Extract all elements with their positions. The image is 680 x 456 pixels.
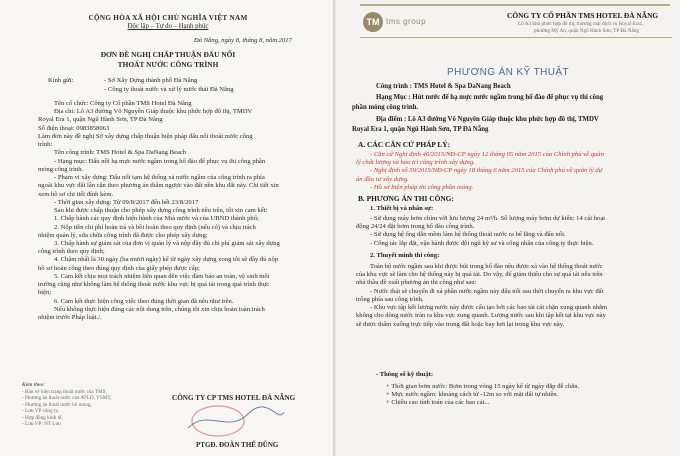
body-line: Tên cổ chức: Công ty Cổ phần TMS Hotel Đà Nẵng [54,100,192,107]
attachment-item: - Lưu VP công ty, [22,408,59,415]
body-line: công trình theo quy định; [38,248,105,256]
body-line: - Phạm vi xây dựng: Đấu nối tạm hệ thống xả nước ngầm của công trình ra phía [54,174,265,182]
item-line-2: phần móng công trình. [352,104,419,111]
body-line: Số điện thoại: 0983858063 [38,124,110,132]
body-text [38,100,334,322]
tms-logo-icon: TM [363,12,383,32]
location-line-1: Địa điểm : Lô A3 đường Võ Nguyên Giáp thuộc khu phức hợp đô thị, TMDV [376,116,599,123]
national-title: CỘNG HÒA XÃ HỘI CHỦ NGHĨA VIỆT NAM [88,14,248,22]
method-subheading: 2. Thuyết minh thi công: [370,252,440,259]
legal-line: án đầu tư xây dựng. [356,175,409,183]
specs-subheading: - Thông số kỹ thuật: [376,371,434,378]
equipment-line: - Sử dụng máy bơm chìm với lưu lượng 24 m³/h. Số lượng máy bơm dự kiến: 14 cái hoạt [370,215,606,222]
spec-line: + Mực nước ngầm: khoảng cách từ -12m so với mặt đất tự nhiên. [386,391,559,399]
attachment-item: - Phương án thoát nước của ATLD, VSMT, [22,395,112,402]
spec-line: + Thời gian bơm nước: Bơm trong vòng 15 ngày kể từ ngày đắp đê chắn. [386,383,580,390]
body-line: - Thời gian xây dựng: Từ 09/8/2017 đến hết 23/8/2017 [54,198,199,206]
body-line: 6. Cam kết thực hiện công việc theo đúng thời gian đã nêu như trên. [54,297,234,305]
specs-list [386,383,670,408]
legal-line: - Nghị định số 59/2015/NĐ-CP ngày 18 tháng 6 năm 2015 của Chính phủ về quản lý dự [370,167,603,175]
doc-title-line-2: THOÁT NƯỚC CÔNG TRÌNH [117,60,219,69]
attachment-item: - Lưu VP: NT Lưu [22,421,61,428]
recipient-2: - Công ty thoát nước và xử lý nước thải Đà Nẵng [104,86,234,93]
body-line: nhiệm quản lý, sửa chữa công trình đã được cho phép xây dựng; [38,231,208,239]
method-line: sẽ được thấm xuống trực tiếp vào trong đất hoặc bay hơi lại trong khu vực này. [356,320,565,328]
body-line: 2. Nộp tiền chi phí hoàn trả và bồi hoàn theo quy định (nếu có) và chịu trách [54,223,256,231]
spec-line: + Chiều cao tính toán của các bao cát... [386,399,490,407]
body-line: hiện; [38,289,52,297]
body-line: 1. Chấp hành các quy định hiện hành của Nhà nước và của UBND thành phố; [54,215,259,223]
body-line: xem hồ sơ chi tiết đính kèm. [38,190,114,198]
body-line: - Hạng mục: Đấu nối hạ mực nước ngầm trong hố đào để phục vụ thi công phần [54,157,266,165]
company-address-1: Lô A3 khu phức hợp đô thị, thương mại dịch vụ Royal Era1, [518,21,644,27]
method-line: - Nước thải sẽ chuyển đi xả phần nước ngầm này đấu nối sau thời chuyển ra khu vực đất [370,287,604,295]
method-list [356,263,670,329]
body-line: 5. Cam kết chịu mọi trách nhiệm liên quan đến việc đảm bảo an toàn, vệ sinh môi [54,272,270,280]
method-line: Toàn bộ nước ngầm sau khi được hút trong hố đào nêu được xả vào hệ thống thoát nước [370,263,603,270]
location-line-2: Royal Era 1, quận Ngũ Hành Sơn, TP Đà Nẵng [352,126,489,133]
signer-name: PTGĐ. ĐOÀN THẾ DŨNG [196,441,279,449]
equipment-line: - Sử dụng hệ ống dẫn mềm làm hệ thống thoát nước ra bể lắng và đấu nối. [370,231,566,239]
attachments-heading: Kèm theo: [22,382,46,388]
company-name: CÔNG TY CỔ PHẦN TMS HOTEL ĐÀ NẴNG [507,11,659,20]
legal-line: - Căn cứ Nghị định 46/2015/NĐ-CP ngày 12 tháng 05 năm 2015 của Chính phủ về quản [370,151,604,158]
recipient-1: - Sở Xây Dựng thành phố Đà Nẵng [104,77,198,84]
body-line: ngoài khu vực đất lân cận theo phương án thẩm ngược vào đất nền khu đất này. Chi tiết xin [38,182,279,190]
body-line: Địa chỉ: Lô A3 đường Võ Nguyên Giáp thuộc khu phức hợp đô thị, TMDV [54,108,253,116]
body-line: 3. Chấp hành sự giám sát của đơn vị quản lý và nộp đầy đủ chi phí giám sát xây dựng [54,239,280,247]
method-line: không cho dòng nước tràn ra khu vực xung quanh. Lượng nước sau khi tập kết tại khu vực này [356,312,606,320]
logo-text: tms group [386,17,427,26]
legal-basis-list [356,151,670,192]
body-line: Làm đơn này đề nghị Sở xây dựng chấp thuận biện pháp đấu nối thoát nước công [38,132,253,140]
body-line: Tên công trình: TMS Hotel & Spa DaNang Beach [54,149,187,157]
company-address-2: phường Mỹ An, quận Ngũ Hành Sơn, TP Đà Nẵng [534,28,639,34]
body-line: móng công trình. [38,165,84,173]
body-line: trường cũng như không làm hệ thống thoát nước khu vực bị quá tải trong quá trình thực [38,281,270,289]
equipment-subheading: 1. Thiết bị và nhân sự: [370,205,434,212]
method-line: - Khu vực tập kết lượng nước này được cấu tạo bởi các bao tải cát chặn xung quanh nhằm [370,304,608,312]
equipment-list [356,215,670,248]
doc-title-line-1: ĐƠN ĐỀ NGHỊ CHẤP THUẬN ĐẤU NỐI [100,50,236,59]
header-rule-top [360,4,670,6]
legal-line: - Hồ sơ biện pháp thi công phần móng. [370,183,474,191]
body-line: Royal Era 1, quận Ngũ Hành Sơn, TP Đà Nẵng [38,116,163,124]
body-line: Sau khi được chấp thuận cho phép xây dựng công trình nêu trên, tôi xin cam kết: [54,207,268,215]
project-line: Công trình : TMS Hotel & Spa DaNang Beach [376,83,511,90]
body-line: Nếu không thực hiện đúng các nội dung trên, chúng tôi xin chịu hoàn toàn trách [54,305,265,313]
body-line: nhiệm trước Pháp luật./. [38,314,102,322]
method-line: của khu vực sẽ làm cho hệ thống này bị quá tải. Do vậy, để giảm thiểu cho sự quá tải nêu trên [356,271,603,279]
kinh-gui-label: Kính gửi: [48,77,74,84]
equipment-line: - Công tác lắp đặt, vận hành được đội ngũ kỹ sư và công nhân của công ty thực hiện. [370,239,594,247]
motto: Độc lập – Tự do – Hạnh phúc [127,23,209,30]
section-b-heading: B. PHƯƠNG ÁN THI CÔNG: [358,194,454,203]
item-line-1: Hạng Mục : Hút nước để hạ mực nước ngầm trong hố đào để phục vụ thi công [376,94,604,101]
section-a-heading: A. CÁC CĂN CỨ PHÁP LÝ: [358,140,451,149]
left-document-page [0,0,336,456]
attachment-item: - Hợp đồng kinh tế, [22,414,63,421]
company-signature-title: CÔNG TY CP TMS HOTEL ĐÀ NẴNG [172,394,296,402]
header-rule [360,37,672,38]
attachments-list [22,382,152,428]
legal-line: lý chất lượng và bảo trì công trình xây dựng. [356,159,475,167]
method-line: nhà thầu đề xuất phương án thi công như sau: [356,279,477,287]
method-line: trống phía sau công trình. [356,295,424,303]
body-line: hồ sơ hoàn công theo đúng quy định của giấy phép được cấp; [38,264,200,272]
body-line: trình: [38,141,53,149]
plan-title: PHƯƠNG ÁN KỸ THUẬT [447,67,569,78]
attachment-item: - Bản vẽ hiện trạng thoát nước của TMS, [22,388,107,395]
attachment-item: - Phương án thoát nước hố móng, [22,401,92,408]
date-line: Đà Nẵng, ngày 8, tháng 8, năm 2017 [194,37,292,44]
body-line: 4. Chậm nhất là 30 ngày (ba mươi ngày) kể từ ngày xây dựng xong tôi sẽ đầy đủ nộp [54,256,279,264]
signature-stamp [178,404,288,438]
equipment-line: động 24/24 đặt bơm trong hố đào công trình. [356,223,475,231]
